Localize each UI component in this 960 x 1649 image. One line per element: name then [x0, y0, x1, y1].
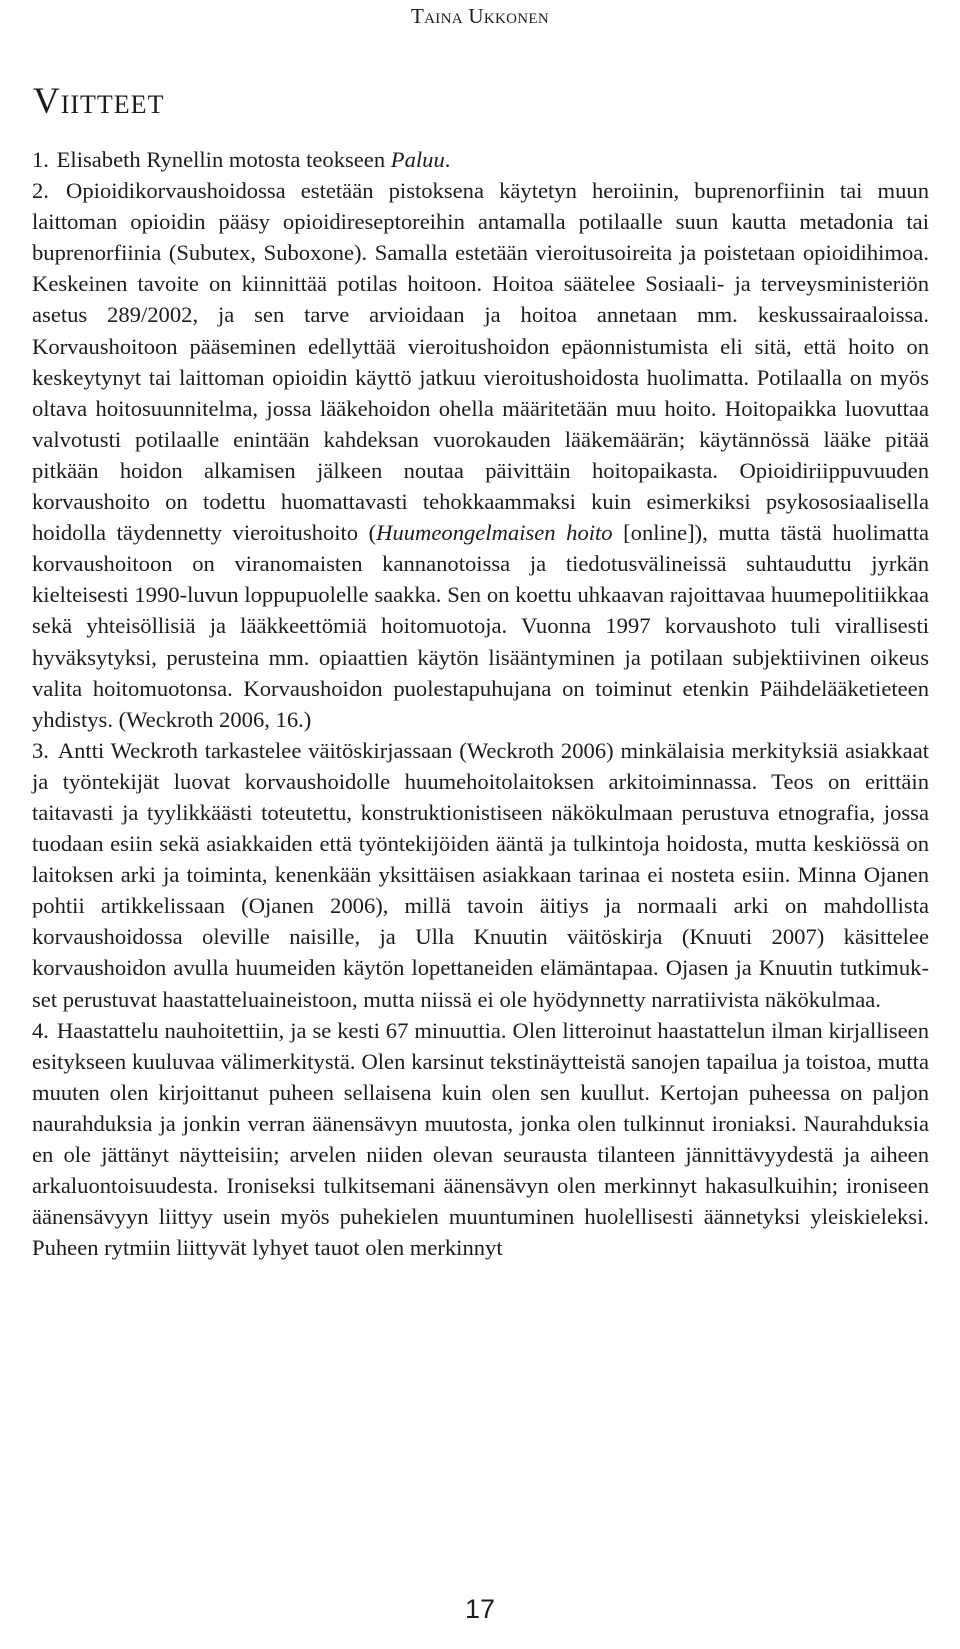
- endnote-text: [online]), mutta tästä huolimatta korvaushoitoon on viranomaisten kannanotoissa ja tiedotusvälineissä suhtauduttu jyrkän kielteisesti 1990-luvun loppupuolelle saakka. Sen on koettu uhkaavan rajoittavaa huumepolitiikkaa sekä yhteisöllisiä ja lääkkeettömiä hoitomuotoja. Vuonna 1997 korvaushoto tuli virallisesti hyväksytyksi, perusteina mm. opiaattien käytön lisääntyminen ja potilaan subjektiivinen oikeus valita hoitomuotonsa. Korvaushoidon puolestapuhujana on toiminut etenkin Päihdelääketieteen yhdistys. (Weckroth 2006, 16.): [32, 520, 929, 732]
- endnote-text: Opioidikorvaushoidossa estetään pistoksena käytetyn heroiinin, buprenorfiinin tai muun laittoman opioidin pääsy opioidireseptoreihin antamalla potilaalle suun kautta metadonia tai buprenorfiinia (Subutex, Suboxone). Samalla estetään vieroitusoireita ja poistetaan opioidihimoa. Keskeinen tavoite on kiinnittää potilas hoitoon. Hoitoa säätelee Sosiaali- ja terveysministeriön asetus 289/2002, ja sen tarve arvioidaan ja hoitoa annetaan mm. keskussairaaloissa. Korvaushoitoon pääseminen edellyttää vieroitushoidon epäonnistumista eli sitä, että hoito on keskeytynyt tai laittoman opioidin käyttö jatkuu vieroitushoidosta huolimatta. Potilaalla on myös oltava hoitosuunnitelma, jossa lääkehoidon ohella määritetään muu hoito. Hoitopaikka luovuttaa valvotusti potilaalle enintään kahdeksan vuorokauden lääkemäärän; käytännössä lääke pitää pitkään hoidon alkamisen jälkeen noutaa päivittäin hoitopaikasta. Opioidiriippuvuuden korvaushoito on todettu huomattavasti tehokkaammaksi kuin esimerkiksi psykososiaalisella hoidolla täydennetty vieroitushoito (: [32, 178, 929, 546]
- endnote-2: [32, 175, 929, 735]
- endnote-italic-title: Huumeongelmaisen hoito: [376, 520, 613, 546]
- endnote-number: 2.: [32, 178, 49, 204]
- page-number: 17: [464, 1594, 496, 1624]
- endnote-3: [32, 735, 929, 1015]
- section-title: Viitteet: [33, 81, 165, 122]
- endnote-text: Antti Weckroth tarkastelee väitöskirjassaan (Weckroth 2006) minkälaisia merkityksiä asiakkaat ja työntekijät luovat korvaushoidolle huumehoitolaitoksen arkitoiminnassa. Teos on erittäin taitavasti ja tyylikkäästi toteutettu, konstruktionistiseen näkökulmaan perustuva etnografia, jossa tuodaan esiin sekä asiakkaiden että työntekijöiden ääntä ja tulkintoja hoidosta, mutta keskiössä on laitoksen arki ja toiminta, kenenkään yksittäisen asiakkaan tarinaa ei nosteta esiin. Minna Ojanen pohtii artikkelissaan (Ojanen 2006), millä tavoin äitiys ja normaali arki on mahdollista korvaushoidossa oleville naisille, ja Ulla Knuutin väitöskirja (Knuuti 2007) käsittelee korvaushoidon avulla huumeiden käytön lopettaneiden elämäntapaa. Ojasen ja Knuutin tutkimukset perustuvat haastatteluaineistoon, mutta niissä ei ole hyödynnetty narratiivista näkökulmaa.: [32, 737, 930, 1012]
- endnote-number: 3.: [32, 737, 49, 763]
- endnote-number: 1.: [32, 147, 49, 172]
- endnote-text: Haastattelu nauhoitettiin, ja se kesti 67 minuuttia. Olen litteroinut haastattelun ilman kirjalliseen esitykseen kuuluvaa välimerkitystä. Olen karsinut tekstinäytteistä sanojen tapailua ja toistoa, mutta muuten olen kirjoittanut puheen sellaisena kuin olen sen kuullut. Kertojan puheessa on paljon naurahduksia ja jonkin verran äänensävyn muutosta, jonka olen tulkinnut ironiaksi. Naurahduksia en ole jättänyt näytteisiin; arvelen niiden olevan seurausta tilanteen jännittävyydestä ja aiheen arkaluontoisuudesta. Ironiseksi tulkitsemani äänensävyn olen merkinnyt hakasulkuihin; ironiseen äänensävyyn liittyy usein myös puhekielen muuntuminen huolellisesti äännetyksi yleiskieleksi. Puheen rytmiin liittyvät lyhyet tauot olen merkinnyt: [32, 1017, 929, 1261]
- endnote-text: .: [444, 147, 451, 172]
- endnote-4: [32, 1015, 929, 1264]
- endnote-italic-title: Paluu: [390, 147, 445, 172]
- endnotes-list: [32, 144, 929, 1263]
- endnote-number: 4.: [32, 1017, 49, 1043]
- endnote-text: Elisabeth Rynellin motosta teokseen: [56, 147, 391, 172]
- endnote-1: [32, 144, 929, 175]
- running-head: Taina Ukkonen: [411, 4, 549, 28]
